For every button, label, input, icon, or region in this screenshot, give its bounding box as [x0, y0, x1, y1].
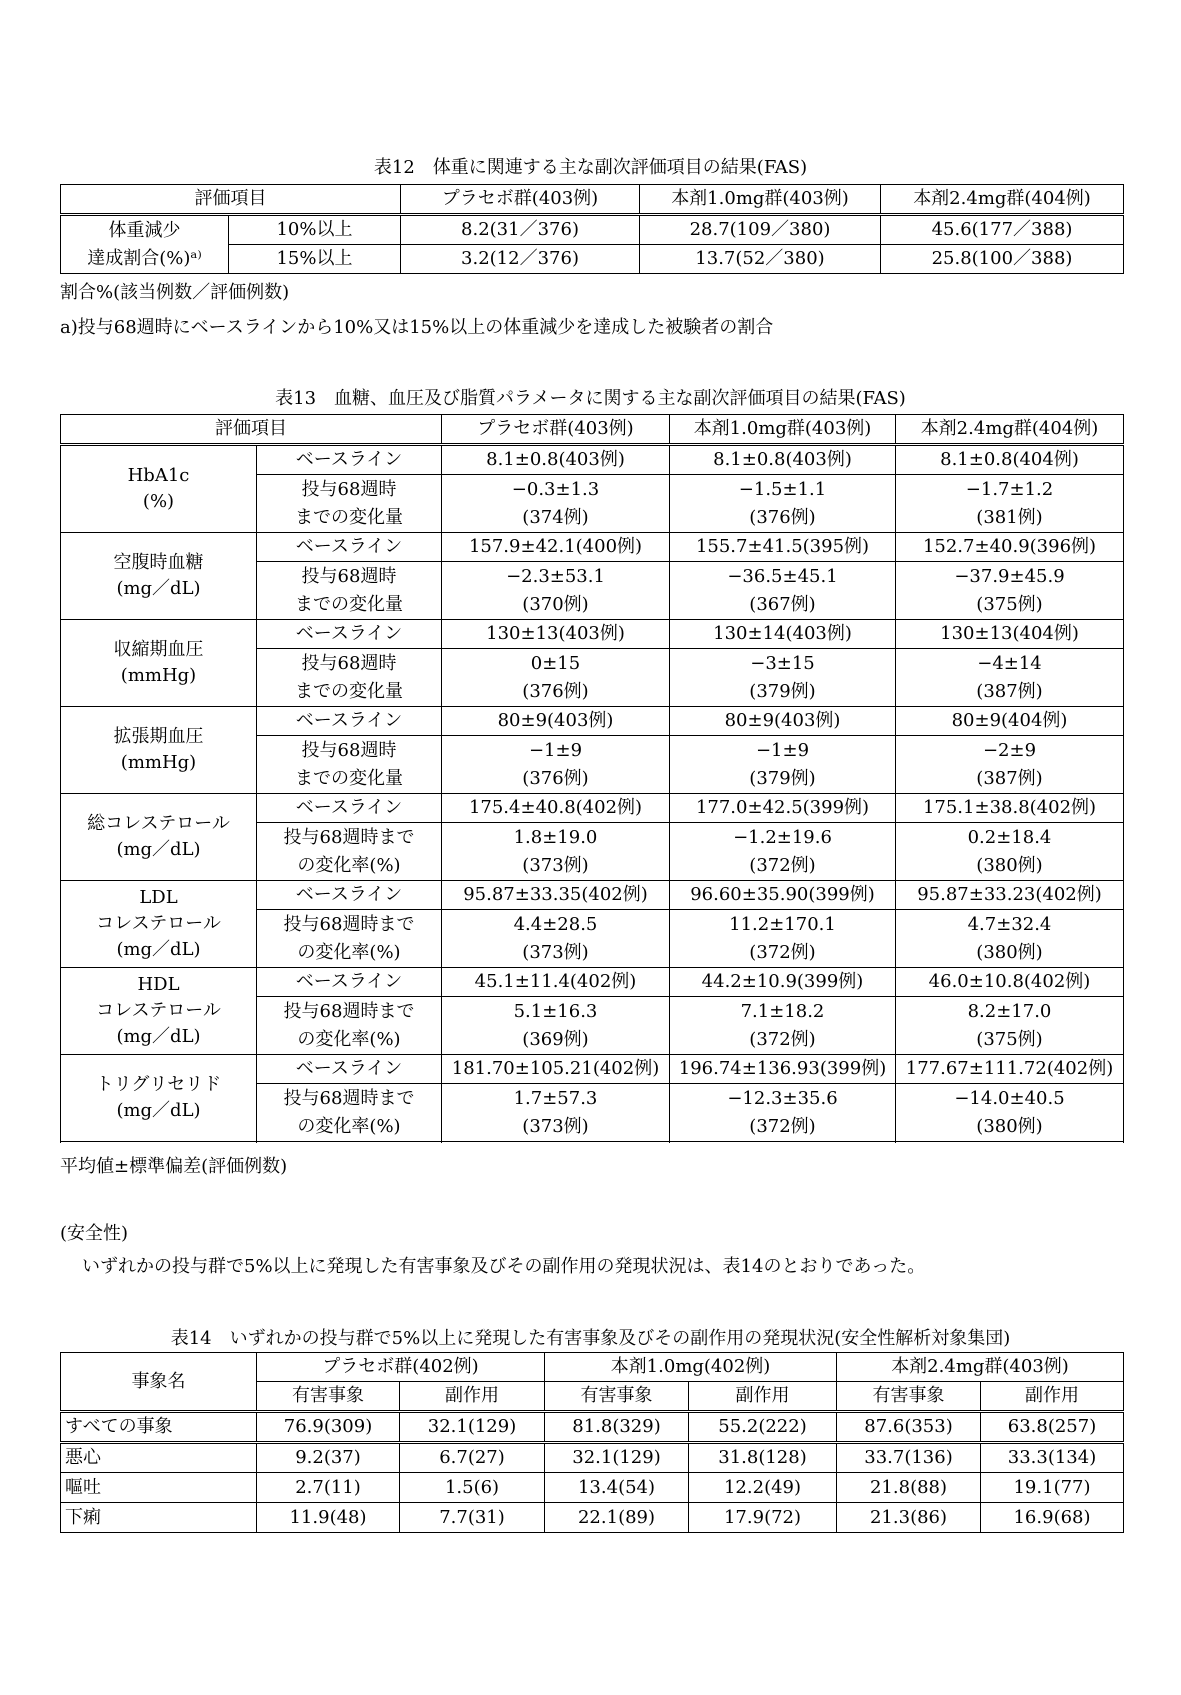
cell: 55.2(222) [689, 1412, 837, 1443]
cell-line: 投与68週時 [301, 739, 397, 761]
cell: 95.87±33.23(402例) [896, 881, 1124, 910]
sub-header: 副作用 [981, 1382, 1124, 1412]
cell [896, 736, 1124, 794]
cell-line: 0±15 [530, 652, 581, 674]
event-name: すべての事象 [61, 1412, 257, 1443]
cell: 32.1(129) [545, 1443, 689, 1473]
group-header: 本剤1.0mg(402例) [545, 1353, 837, 1382]
table13-title: 表13 血糖、血圧及び脂質パラメータに関する主な副次評価項目の結果(FAS) [275, 388, 906, 409]
cell [896, 997, 1124, 1055]
table12-footnote: a)投与68週時にベースラインから10%又は15%以上の体重減少を達成した被験者の割合 [60, 317, 774, 338]
cell [670, 997, 896, 1055]
cell-line: 1.7±57.3 [513, 1087, 598, 1109]
cell: 80±9(404例) [896, 707, 1124, 736]
event-name: 悪心 [61, 1443, 257, 1473]
sub-header: 有害事象 [837, 1382, 981, 1412]
row-label: ベースライン [257, 620, 442, 649]
table-row [61, 620, 1124, 649]
cell-line: (369例) [522, 1028, 589, 1050]
cell-line: (mg／dL) [116, 939, 201, 960]
cell: 11.9(48) [257, 1503, 400, 1533]
header-cell: 本剤1.0mg群(403例) [640, 185, 881, 215]
cell-line: (mg／dL) [116, 578, 201, 599]
cell: 177.0±42.5(399例) [670, 794, 896, 823]
cell-line: の変化率(%) [297, 941, 401, 963]
cell-line: までの変化量 [295, 680, 403, 702]
cell [670, 649, 896, 707]
table12-note: 割合%(該当例数／評価例数) [60, 282, 290, 303]
cell-line: までの変化量 [295, 506, 403, 528]
cell-line: (376例) [522, 680, 589, 702]
cell-line: −3±15 [750, 652, 815, 674]
cell [670, 823, 896, 881]
cell [670, 475, 896, 533]
cell: 45.6(177／388) [881, 215, 1124, 245]
parameter-name [61, 968, 257, 1055]
row-label [257, 649, 442, 707]
cell: 13.7(52／380) [640, 245, 881, 274]
cell: 17.9(72) [689, 1503, 837, 1533]
cell-line: (379例) [749, 767, 816, 789]
cell-line: (374例) [522, 506, 589, 528]
cell-line: 投与68週時まで [283, 1000, 415, 1022]
sub-header: 副作用 [689, 1382, 837, 1412]
cell: 32.1(129) [400, 1412, 545, 1443]
header-cell: 本剤2.4mg群(404例) [896, 415, 1124, 445]
cell: 157.9±42.1(400例) [442, 533, 670, 562]
table-row [61, 881, 1124, 910]
cell-line: LDL [139, 887, 178, 908]
cell: 8.2(31／376) [401, 215, 640, 245]
cell-line: (%) [142, 491, 175, 512]
cell-line: トリグリセリド [95, 1074, 222, 1095]
cell-line: −12.3±35.6 [727, 1087, 838, 1109]
cell: 130±13(403例) [442, 620, 670, 649]
cell [442, 823, 670, 881]
cell-line: (376例) [749, 506, 816, 528]
cell-line: (380例) [976, 854, 1043, 876]
cell-line: (375例) [976, 1028, 1043, 1050]
cell [442, 1084, 670, 1142]
cell [670, 736, 896, 794]
row-label: ベースライン [257, 1055, 442, 1084]
cell-line: (mg／dL) [116, 839, 201, 860]
cell-line: の変化率(%) [297, 1115, 401, 1137]
cell: 31.8(128) [689, 1443, 837, 1473]
header-cell: 評価項目 [61, 185, 401, 215]
cell [896, 475, 1124, 533]
cell [442, 475, 670, 533]
cell-line: −14.0±40.5 [954, 1087, 1065, 1109]
cell [670, 562, 896, 620]
cell-line: (372例) [749, 941, 816, 963]
header-cell: プラセボ群(403例) [401, 185, 640, 215]
cell-line: (373例) [522, 941, 589, 963]
cell: 7.7(31) [400, 1503, 545, 1533]
row-label: ベースライン [257, 794, 442, 823]
cell-line: −2±9 [982, 739, 1037, 761]
cell-line: (376例) [522, 767, 589, 789]
table-row [61, 707, 1124, 736]
row-label: ベースライン [257, 707, 442, 736]
cell [442, 736, 670, 794]
cell: 80±9(403例) [442, 707, 670, 736]
table-row [61, 968, 1124, 997]
cell-line: 4.7±32.4 [967, 913, 1052, 935]
cell-line: 収縮期血圧 [113, 639, 204, 660]
cell-line: 7.1±18.2 [740, 1000, 825, 1022]
cell: 2.7(11) [257, 1473, 400, 1503]
safety-heading: (安全性) [60, 1223, 129, 1244]
row-label [257, 736, 442, 794]
cell-line: 投与68週時 [301, 478, 397, 500]
sub-header: 有害事象 [545, 1382, 689, 1412]
group-header: プラセボ群(402例) [257, 1353, 545, 1382]
header-cell: 本剤1.0mg群(403例) [670, 415, 896, 445]
table12-title: 表12 体重に関連する主な副次評価項目の結果(FAS) [373, 157, 808, 178]
row-label [257, 475, 442, 533]
cell-line: −2.3±53.1 [506, 565, 605, 587]
cell-line: −1.7±1.2 [965, 478, 1054, 500]
cell-line: 総コレステロール [87, 813, 230, 834]
table-row [61, 1503, 1124, 1533]
cell: 44.2±10.9(399例) [670, 968, 896, 997]
cell-line: コレステロール [96, 913, 221, 934]
cell-line: (387例) [976, 680, 1043, 702]
header-cell: 事象名 [61, 1353, 257, 1412]
row-label: ベースライン [257, 533, 442, 562]
cell [896, 1084, 1124, 1142]
table-row [61, 1473, 1124, 1503]
cell: 22.1(89) [545, 1503, 689, 1533]
cell-line: 投与68週時まで [283, 826, 415, 848]
row-label [257, 997, 442, 1055]
cell [442, 997, 670, 1055]
cell: 9.2(37) [257, 1443, 400, 1473]
cell-line: 4.4±28.5 [513, 913, 598, 935]
cell-line: (372例) [749, 1028, 816, 1050]
cell-line: (379例) [749, 680, 816, 702]
cell-line: 投与68週時まで [283, 1087, 415, 1109]
cell-line: の変化率(%) [297, 854, 401, 876]
cell: 63.8(257) [981, 1412, 1124, 1443]
cell-line: の変化率(%) [297, 1028, 401, 1050]
parameter-name [61, 881, 257, 968]
cell-line: −1.2±19.6 [733, 826, 832, 848]
row-label [257, 910, 442, 968]
cell: 45.1±11.4(402例) [442, 968, 670, 997]
row-group-label [61, 215, 229, 274]
cell: 181.70±105.21(402例) [442, 1055, 670, 1084]
cell: 33.3(134) [981, 1443, 1124, 1473]
cell: 130±14(403例) [670, 620, 896, 649]
cell-line: −37.9±45.9 [954, 565, 1065, 587]
cell: 8.1±0.8(403例) [442, 445, 670, 475]
cell: 12.2(49) [689, 1473, 837, 1503]
table-row [61, 445, 1124, 475]
cell: 80±9(403例) [670, 707, 896, 736]
cell: 155.7±41.5(395例) [670, 533, 896, 562]
cell-line: 投与68週時 [301, 565, 397, 587]
cell [896, 910, 1124, 968]
row-group-line: 体重減少 [108, 219, 181, 241]
cell-line: (380例) [976, 941, 1043, 963]
cell-line: 拡張期血圧 [113, 726, 204, 747]
cell: 13.4(54) [545, 1473, 689, 1503]
cell-line: HDL [137, 974, 180, 995]
cell-line: 投与68週時 [301, 652, 397, 674]
cell [442, 910, 670, 968]
row-label: ベースライン [257, 445, 442, 475]
group-header: 本剤2.4mg群(403例) [837, 1353, 1124, 1382]
cell: 46.0±10.8(402例) [896, 968, 1124, 997]
cell: 81.8(329) [545, 1412, 689, 1443]
cell-line: 5.1±16.3 [513, 1000, 598, 1022]
cell: 25.8(100／388) [881, 245, 1124, 274]
cell-line: 1.8±19.0 [513, 826, 598, 848]
row-label: ベースライン [257, 968, 442, 997]
table-row [61, 533, 1124, 562]
parameter-name [61, 620, 257, 707]
cell: 8.1±0.8(404例) [896, 445, 1124, 475]
parameter-name [61, 707, 257, 794]
cell-line: (372例) [749, 854, 816, 876]
table-row [61, 1055, 1124, 1084]
cell-line: −1±9 [755, 739, 810, 761]
parameter-name [61, 445, 257, 533]
cell-line: HbA1c [127, 465, 190, 486]
cell [670, 1084, 896, 1142]
cell: 152.7±40.9(396例) [896, 533, 1124, 562]
cell: 28.7(109／380) [640, 215, 881, 245]
cell-line: (380例) [976, 1115, 1043, 1137]
cell: 87.6(353) [837, 1412, 981, 1443]
cell-line: コレステロール [96, 1000, 221, 1021]
cell: 16.9(68) [981, 1503, 1124, 1533]
cell: 96.60±35.90(399例) [670, 881, 896, 910]
table12 [60, 184, 1124, 274]
parameter-name [61, 794, 257, 881]
cell [896, 823, 1124, 881]
sub-header: 有害事象 [257, 1382, 400, 1412]
cell [670, 910, 896, 968]
table13 [60, 414, 1124, 1142]
cell [442, 649, 670, 707]
table14-title: 表14 いずれかの投与群で5%以上に発現した有害事象及びその副作用の発現状況(安全性解析対象集団) [170, 1328, 1011, 1349]
cell-line: 投与68週時まで [283, 913, 415, 935]
cell: 196.74±136.93(399例) [670, 1055, 896, 1084]
cell-line: (367例) [749, 593, 816, 615]
table13-note: 平均値±標準偏差(評価例数) [60, 1156, 288, 1177]
cell: 175.4±40.8(402例) [442, 794, 670, 823]
cell-line: −1.5±1.1 [738, 478, 827, 500]
header-cell: 評価項目 [61, 415, 442, 445]
row-label: 10%以上 [229, 215, 401, 245]
cell: 130±13(404例) [896, 620, 1124, 649]
event-name: 嘔吐 [61, 1473, 257, 1503]
parameter-name [61, 1055, 257, 1142]
row-label [257, 562, 442, 620]
cell-line: −1±9 [528, 739, 583, 761]
cell: 6.7(27) [400, 1443, 545, 1473]
cell: 19.1(77) [981, 1473, 1124, 1503]
row-label: ベースライン [257, 881, 442, 910]
cell: 177.67±111.72(402例) [896, 1055, 1124, 1084]
cell-line: −0.3±1.3 [511, 478, 600, 500]
cell: 8.1±0.8(403例) [670, 445, 896, 475]
cell: 1.5(6) [400, 1473, 545, 1503]
cell-line: (370例) [522, 593, 589, 615]
cell [442, 562, 670, 620]
cell: 76.9(309) [257, 1412, 400, 1443]
cell-line: 8.2±17.0 [967, 1000, 1052, 1022]
cell: 21.8(88) [837, 1473, 981, 1503]
cell-line: 0.2±18.4 [967, 826, 1052, 848]
row-label: 15%以上 [229, 245, 401, 274]
header-cell: プラセボ群(403例) [442, 415, 670, 445]
header-cell: 本剤2.4mg群(404例) [881, 185, 1124, 215]
event-name: 下痢 [61, 1503, 257, 1533]
row-label [257, 1084, 442, 1142]
cell-line: (387例) [976, 767, 1043, 789]
cell-line: 11.2±170.1 [729, 913, 836, 935]
cell-line: (mmHg) [120, 665, 197, 686]
row-label [257, 823, 442, 881]
cell: 175.1±38.8(402例) [896, 794, 1124, 823]
cell: 3.2(12／376) [401, 245, 640, 274]
table-row [61, 1443, 1124, 1473]
cell: 21.3(86) [837, 1503, 981, 1533]
cell-line: (mmHg) [120, 752, 197, 773]
table-row [61, 1412, 1124, 1443]
safety-text: いずれかの投与群で5%以上に発現した有害事象及びその副作用の発現状況は、表14のとおりであった。 [82, 1256, 926, 1277]
cell-line: までの変化量 [295, 593, 403, 615]
cell-line: (381例) [976, 506, 1043, 528]
cell-line: −4±14 [977, 652, 1042, 674]
cell-line: までの変化量 [295, 767, 403, 789]
table-row [61, 794, 1124, 823]
cell [896, 649, 1124, 707]
cell-line: (mg／dL) [116, 1100, 201, 1121]
cell-line: 空腹時血糖 [113, 552, 204, 573]
sub-header: 副作用 [400, 1382, 545, 1412]
cell-line: (373例) [522, 1115, 589, 1137]
table14 [60, 1352, 1124, 1533]
cell-line: −36.5±45.1 [727, 565, 838, 587]
cell-line: (372例) [749, 1115, 816, 1137]
cell-line: (375例) [976, 593, 1043, 615]
parameter-name [61, 533, 257, 620]
cell [896, 562, 1124, 620]
cell: 33.7(136) [837, 1443, 981, 1473]
cell: 95.87±33.35(402例) [442, 881, 670, 910]
cell-line: (mg／dL) [116, 1026, 201, 1047]
row-group-line: 達成割合(%)ᵃ⁾ [87, 247, 202, 269]
cell-line: (373例) [522, 854, 589, 876]
